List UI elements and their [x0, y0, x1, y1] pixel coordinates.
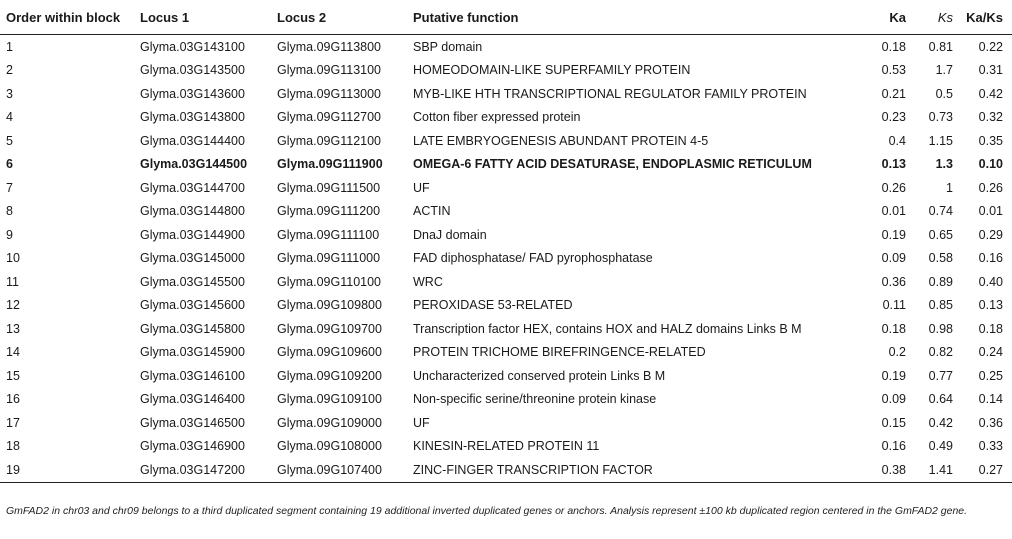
- cell-order: 4: [6, 110, 13, 125]
- cell-locus1: Glyma.03G145800: [140, 321, 245, 336]
- cell-kaks: 0.22: [978, 39, 1003, 54]
- cell-ks: 0.73: [928, 110, 953, 125]
- cell-locus2: Glyma.09G113800: [277, 39, 381, 54]
- table-row: [0, 458, 1012, 482]
- cell-kaks: 0.18: [978, 321, 1003, 336]
- cell-locus1: Glyma.03G143800: [140, 110, 245, 125]
- cell-order: 17: [6, 415, 20, 430]
- cell-function: UF: [413, 180, 430, 195]
- cell-order: 1: [6, 39, 13, 54]
- cell-kaks: 0.42: [978, 86, 1003, 101]
- cell-locus2: Glyma.09G110100: [277, 274, 381, 289]
- cell-locus1: Glyma.03G143600: [140, 86, 245, 101]
- cell-function: Cotton fiber expressed protein: [413, 110, 581, 125]
- cell-kaks: 0.40: [978, 274, 1003, 289]
- cell-locus1: Glyma.03G144900: [140, 227, 245, 242]
- table-row: [0, 200, 1012, 224]
- table-row: [0, 411, 1012, 435]
- cell-kaks: 0.25: [978, 368, 1003, 383]
- cell-locus2: Glyma.09G112700: [277, 110, 381, 125]
- cell-order: 15: [6, 368, 20, 383]
- cell-locus1: Glyma.03G143500: [140, 63, 245, 78]
- cell-function: HOMEODOMAIN-LIKE SUPERFAMILY PROTEIN: [413, 63, 691, 78]
- cell-order: 9: [6, 227, 13, 242]
- cell-order: 8: [6, 204, 13, 219]
- cell-locus2: Glyma.09G109600: [277, 345, 382, 360]
- cell-function: ACTIN: [413, 204, 451, 219]
- cell-locus2: Glyma.09G111900: [277, 157, 383, 172]
- cell-function: FAD diphosphatase/ FAD pyrophosphatase: [413, 251, 653, 266]
- table-caption: GmFAD2 in chr03 and chr09 belongs to a third duplicated segment containing 19 additional inverted duplicated genes or anchors. Analysis represent ±100 kb duplicated region centered in the GmFAD2 gene.: [6, 505, 968, 517]
- cell-function: KINESIN-RELATED PROTEIN 11: [413, 439, 600, 454]
- cell-locus2: Glyma.09G109700: [277, 321, 382, 336]
- cell-ka: 0.18: [881, 321, 906, 336]
- cell-ka: 0.53: [881, 63, 906, 78]
- cell-locus2: Glyma.09G111100: [277, 227, 380, 242]
- table-header: [0, 0, 1012, 35]
- cell-locus1: Glyma.03G145600: [140, 298, 245, 313]
- cell-kaks: 0.26: [978, 180, 1003, 195]
- cell-order: 6: [6, 157, 13, 172]
- cell-locus1: Glyma.03G146100: [140, 368, 245, 383]
- cell-ks: 0.58: [928, 251, 953, 266]
- cell-function: Transcription factor HEX, contains HOX and HALZ domains Links B M: [413, 321, 802, 336]
- cell-order: 10: [6, 251, 20, 266]
- cell-kaks: 0.10: [978, 157, 1003, 172]
- cell-kaks: 0.13: [978, 298, 1003, 313]
- cell-order: 5: [6, 133, 13, 148]
- cell-ks: 1.3: [935, 157, 953, 172]
- cell-kaks: 0.27: [962, 458, 1012, 482]
- cell-ks: 0.5: [935, 86, 953, 101]
- header-locus2: Locus 2: [271, 0, 407, 35]
- table-row: [0, 364, 1012, 388]
- cell-locus2: Glyma.09G113100: [277, 63, 381, 78]
- cell-locus2: Glyma.09G111200: [277, 204, 381, 219]
- table-row: [0, 435, 1012, 459]
- header-kaks: Ka/Ks: [962, 0, 1012, 35]
- cell-ka: 0.38: [865, 458, 915, 482]
- cell-kaks: 0.14: [978, 392, 1003, 407]
- cell-locus2: Glyma.09G111500: [277, 180, 381, 195]
- cell-ks: 0.89: [928, 274, 953, 289]
- cell-function: MYB-LIKE HTH TRANSCRIPTIONAL REGULATOR FAMILY PROTEIN: [413, 86, 807, 101]
- cell-ks: 0.64: [928, 392, 953, 407]
- cell-order: 11: [6, 274, 19, 289]
- cell-ks: 0.82: [928, 345, 953, 360]
- table-row: [0, 129, 1012, 153]
- table-row: [0, 59, 1012, 83]
- cell-ka: 0.15: [881, 415, 906, 430]
- cell-function: DnaJ domain: [413, 227, 487, 242]
- cell-ks: 0.98: [928, 321, 953, 336]
- cell-ka: 0.09: [881, 251, 906, 266]
- cell-ks: 0.49: [928, 439, 953, 454]
- cell-locus1: Glyma.03G146400: [140, 392, 245, 407]
- cell-locus1: Glyma.03G145500: [140, 274, 245, 289]
- header-row: [0, 0, 1012, 35]
- cell-ks: 1.15: [928, 133, 953, 148]
- cell-ka: 0.18: [881, 39, 906, 54]
- cell-ks: 1: [946, 180, 953, 195]
- header-order: Order within block: [0, 0, 134, 35]
- cell-ka: 0.36: [881, 274, 906, 289]
- cell-ks: 0.65: [928, 227, 953, 242]
- cell-locus1: Glyma.03G144800: [140, 204, 245, 219]
- cell-ka: 0.13: [881, 157, 906, 172]
- cell-ka: 0.19: [881, 368, 906, 383]
- cell-ka: 0.11: [882, 298, 906, 313]
- cell-locus1: Glyma.03G143100: [140, 39, 245, 54]
- cell-kaks: 0.16: [978, 251, 1003, 266]
- cell-order: 18: [6, 439, 20, 454]
- cell-ks: 0.85: [928, 298, 953, 313]
- cell-order: 2: [6, 63, 13, 78]
- cell-kaks: 0.33: [978, 439, 1003, 454]
- cell-ks: 0.42: [928, 415, 953, 430]
- cell-ks: 1.41: [915, 458, 962, 482]
- cell-order: 12: [6, 298, 20, 313]
- cell-order: 13: [6, 321, 20, 336]
- cell-locus1: Glyma.03G147200: [134, 458, 271, 482]
- cell-locus1: Glyma.03G145000: [140, 251, 245, 266]
- cell-function: Non-specific serine/threonine protein kinase: [413, 392, 657, 407]
- cell-locus2: Glyma.09G107400: [271, 458, 407, 482]
- cell-ka: 0.2: [888, 345, 906, 360]
- cell-locus2: Glyma.09G109800: [277, 298, 382, 313]
- table-row: [0, 106, 1012, 130]
- cell-ka: 0.23: [881, 110, 906, 125]
- cell-ka: 0.16: [881, 439, 906, 454]
- cell-ka: 0.4: [888, 133, 906, 148]
- cell-order: 14: [6, 345, 20, 360]
- table-row: [0, 176, 1012, 200]
- cell-function: Uncharacterized conserved protein Links B M: [413, 368, 666, 383]
- cell-order: 3: [6, 86, 13, 101]
- table-body: [0, 35, 1012, 483]
- cell-function: SBP domain: [413, 39, 483, 54]
- cell-locus1: Glyma.03G144500: [140, 157, 248, 172]
- cell-kaks: 0.31: [978, 63, 1003, 78]
- cell-ks: 0.81: [928, 39, 953, 54]
- cell-ks: 1.7: [935, 63, 953, 78]
- cell-locus2: Glyma.09G109200: [277, 368, 382, 383]
- cell-locus2: Glyma.09G113000: [277, 86, 381, 101]
- cell-kaks: 0.32: [978, 110, 1003, 125]
- cell-locus1: Glyma.03G146500: [140, 415, 245, 430]
- table-row: [0, 294, 1012, 318]
- cell-locus1: Glyma.03G145900: [140, 345, 245, 360]
- cell-function: WRC: [413, 274, 443, 289]
- cell-locus2: Glyma.09G108000: [277, 439, 382, 454]
- cell-locus2: Glyma.09G111000: [277, 251, 381, 266]
- table-row: [0, 153, 1012, 177]
- table-row: [0, 247, 1012, 271]
- cell-kaks: 0.36: [978, 415, 1003, 430]
- header-ks: Ks: [915, 0, 962, 35]
- cell-ka: 0.19: [881, 227, 906, 242]
- cell-ks: 0.77: [928, 368, 953, 383]
- table-row: [0, 35, 1012, 59]
- cell-order: 7: [6, 180, 13, 195]
- cell-function: PROTEIN TRICHOME BIREFRINGENCE-RELATED: [413, 345, 706, 360]
- cell-function: PEROXIDASE 53-RELATED: [413, 298, 573, 313]
- cell-locus1: Glyma.03G144700: [140, 180, 245, 195]
- cell-kaks: 0.01: [978, 204, 1003, 219]
- cell-kaks: 0.29: [978, 227, 1003, 242]
- cell-order: 19: [0, 458, 134, 482]
- table-row: [0, 341, 1012, 365]
- cell-locus1: Glyma.03G144400: [140, 133, 245, 148]
- header-ka: Ka: [865, 0, 915, 35]
- cell-function: LATE EMBRYOGENESIS ABUNDANT PROTEIN 4-5: [413, 133, 709, 148]
- table-row: [0, 388, 1012, 412]
- cell-kaks: 0.24: [978, 345, 1003, 360]
- cell-function: UF: [413, 415, 430, 430]
- cell-function: ZINC-FINGER TRANSCRIPTION FACTOR: [407, 458, 865, 482]
- cell-ka: 0.26: [881, 180, 906, 195]
- cell-order: 16: [6, 392, 20, 407]
- table-row: [0, 223, 1012, 247]
- cell-kaks: 0.35: [978, 133, 1003, 148]
- cell-locus2: Glyma.09G112100: [277, 133, 381, 148]
- cell-ka: 0.21: [881, 86, 906, 101]
- header-function: Putative function: [407, 0, 865, 35]
- header-locus1: Locus 1: [134, 0, 271, 35]
- table-row: [0, 317, 1012, 341]
- cell-locus2: Glyma.09G109100: [277, 392, 382, 407]
- cell-locus1: Glyma.03G146900: [140, 439, 245, 454]
- table-row: [0, 82, 1012, 106]
- table-row: [0, 270, 1012, 294]
- cell-ka: 0.09: [881, 392, 906, 407]
- cell-ks: 0.74: [928, 204, 953, 219]
- cell-ka: 0.01: [881, 204, 906, 219]
- cell-function: OMEGA-6 FATTY ACID DESATURASE, ENDOPLASMIC RETICULUM: [413, 157, 812, 172]
- cell-locus2: Glyma.09G109000: [277, 415, 382, 430]
